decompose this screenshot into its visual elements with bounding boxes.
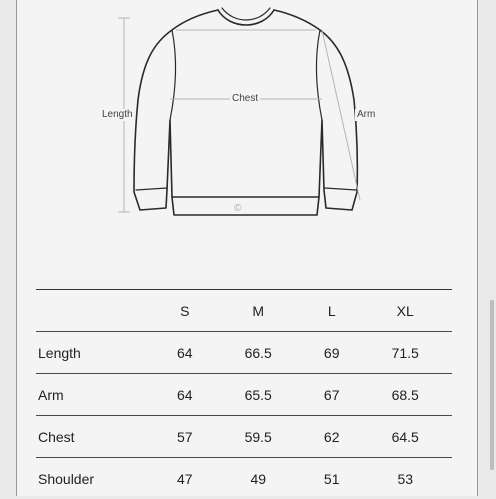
table-cell: 51: [305, 458, 358, 499]
neckline-rib: [222, 8, 270, 20]
table-header-row: [36, 290, 452, 332]
table-cell: 49: [211, 458, 305, 499]
hem-band: [172, 197, 319, 215]
table-cell: 67: [305, 374, 358, 416]
table-cell: 64: [158, 332, 211, 374]
shoulder-seam-right: [317, 30, 323, 120]
table-cell: 57: [158, 416, 211, 458]
header-size-m: M: [211, 290, 305, 332]
table-cell: 65.5: [211, 374, 305, 416]
table-row: [36, 416, 452, 458]
row-label-chest: Chest: [36, 416, 158, 458]
table-header-corner: [36, 290, 158, 332]
table-cell: 47: [158, 458, 211, 499]
header-size-l: L: [305, 290, 358, 332]
header-size-xl: XL: [358, 290, 452, 332]
row-label-shoulder: Shoulder: [36, 458, 158, 499]
shoulder-seam-left: [170, 30, 176, 120]
table-cell: 53: [358, 458, 452, 499]
row-label-arm: Arm: [36, 374, 158, 416]
table-row: [36, 332, 452, 374]
table-cell: 66.5: [211, 332, 305, 374]
watermark: ©: [232, 203, 243, 215]
row-label-length: Length: [36, 332, 158, 374]
table-row: [36, 374, 452, 416]
table-cell: 62: [305, 416, 358, 458]
table-cell: 64.5: [358, 416, 452, 458]
table-cell: 71.5: [358, 332, 452, 374]
cuff-left: [136, 188, 167, 190]
table-row: [36, 458, 452, 499]
arm-label: Arm: [355, 109, 377, 121]
table-cell: 64: [158, 374, 211, 416]
table-cell: 69: [305, 332, 358, 374]
table-cell: 68.5: [358, 374, 452, 416]
table-cell: 59.5: [211, 416, 305, 458]
chest-label: Chest: [230, 93, 260, 105]
cuff-right: [325, 188, 356, 190]
size-chart-table: [36, 289, 452, 499]
header-size-s: S: [158, 290, 211, 332]
length-label: Length: [100, 109, 135, 121]
scrollbar[interactable]: [490, 300, 494, 470]
